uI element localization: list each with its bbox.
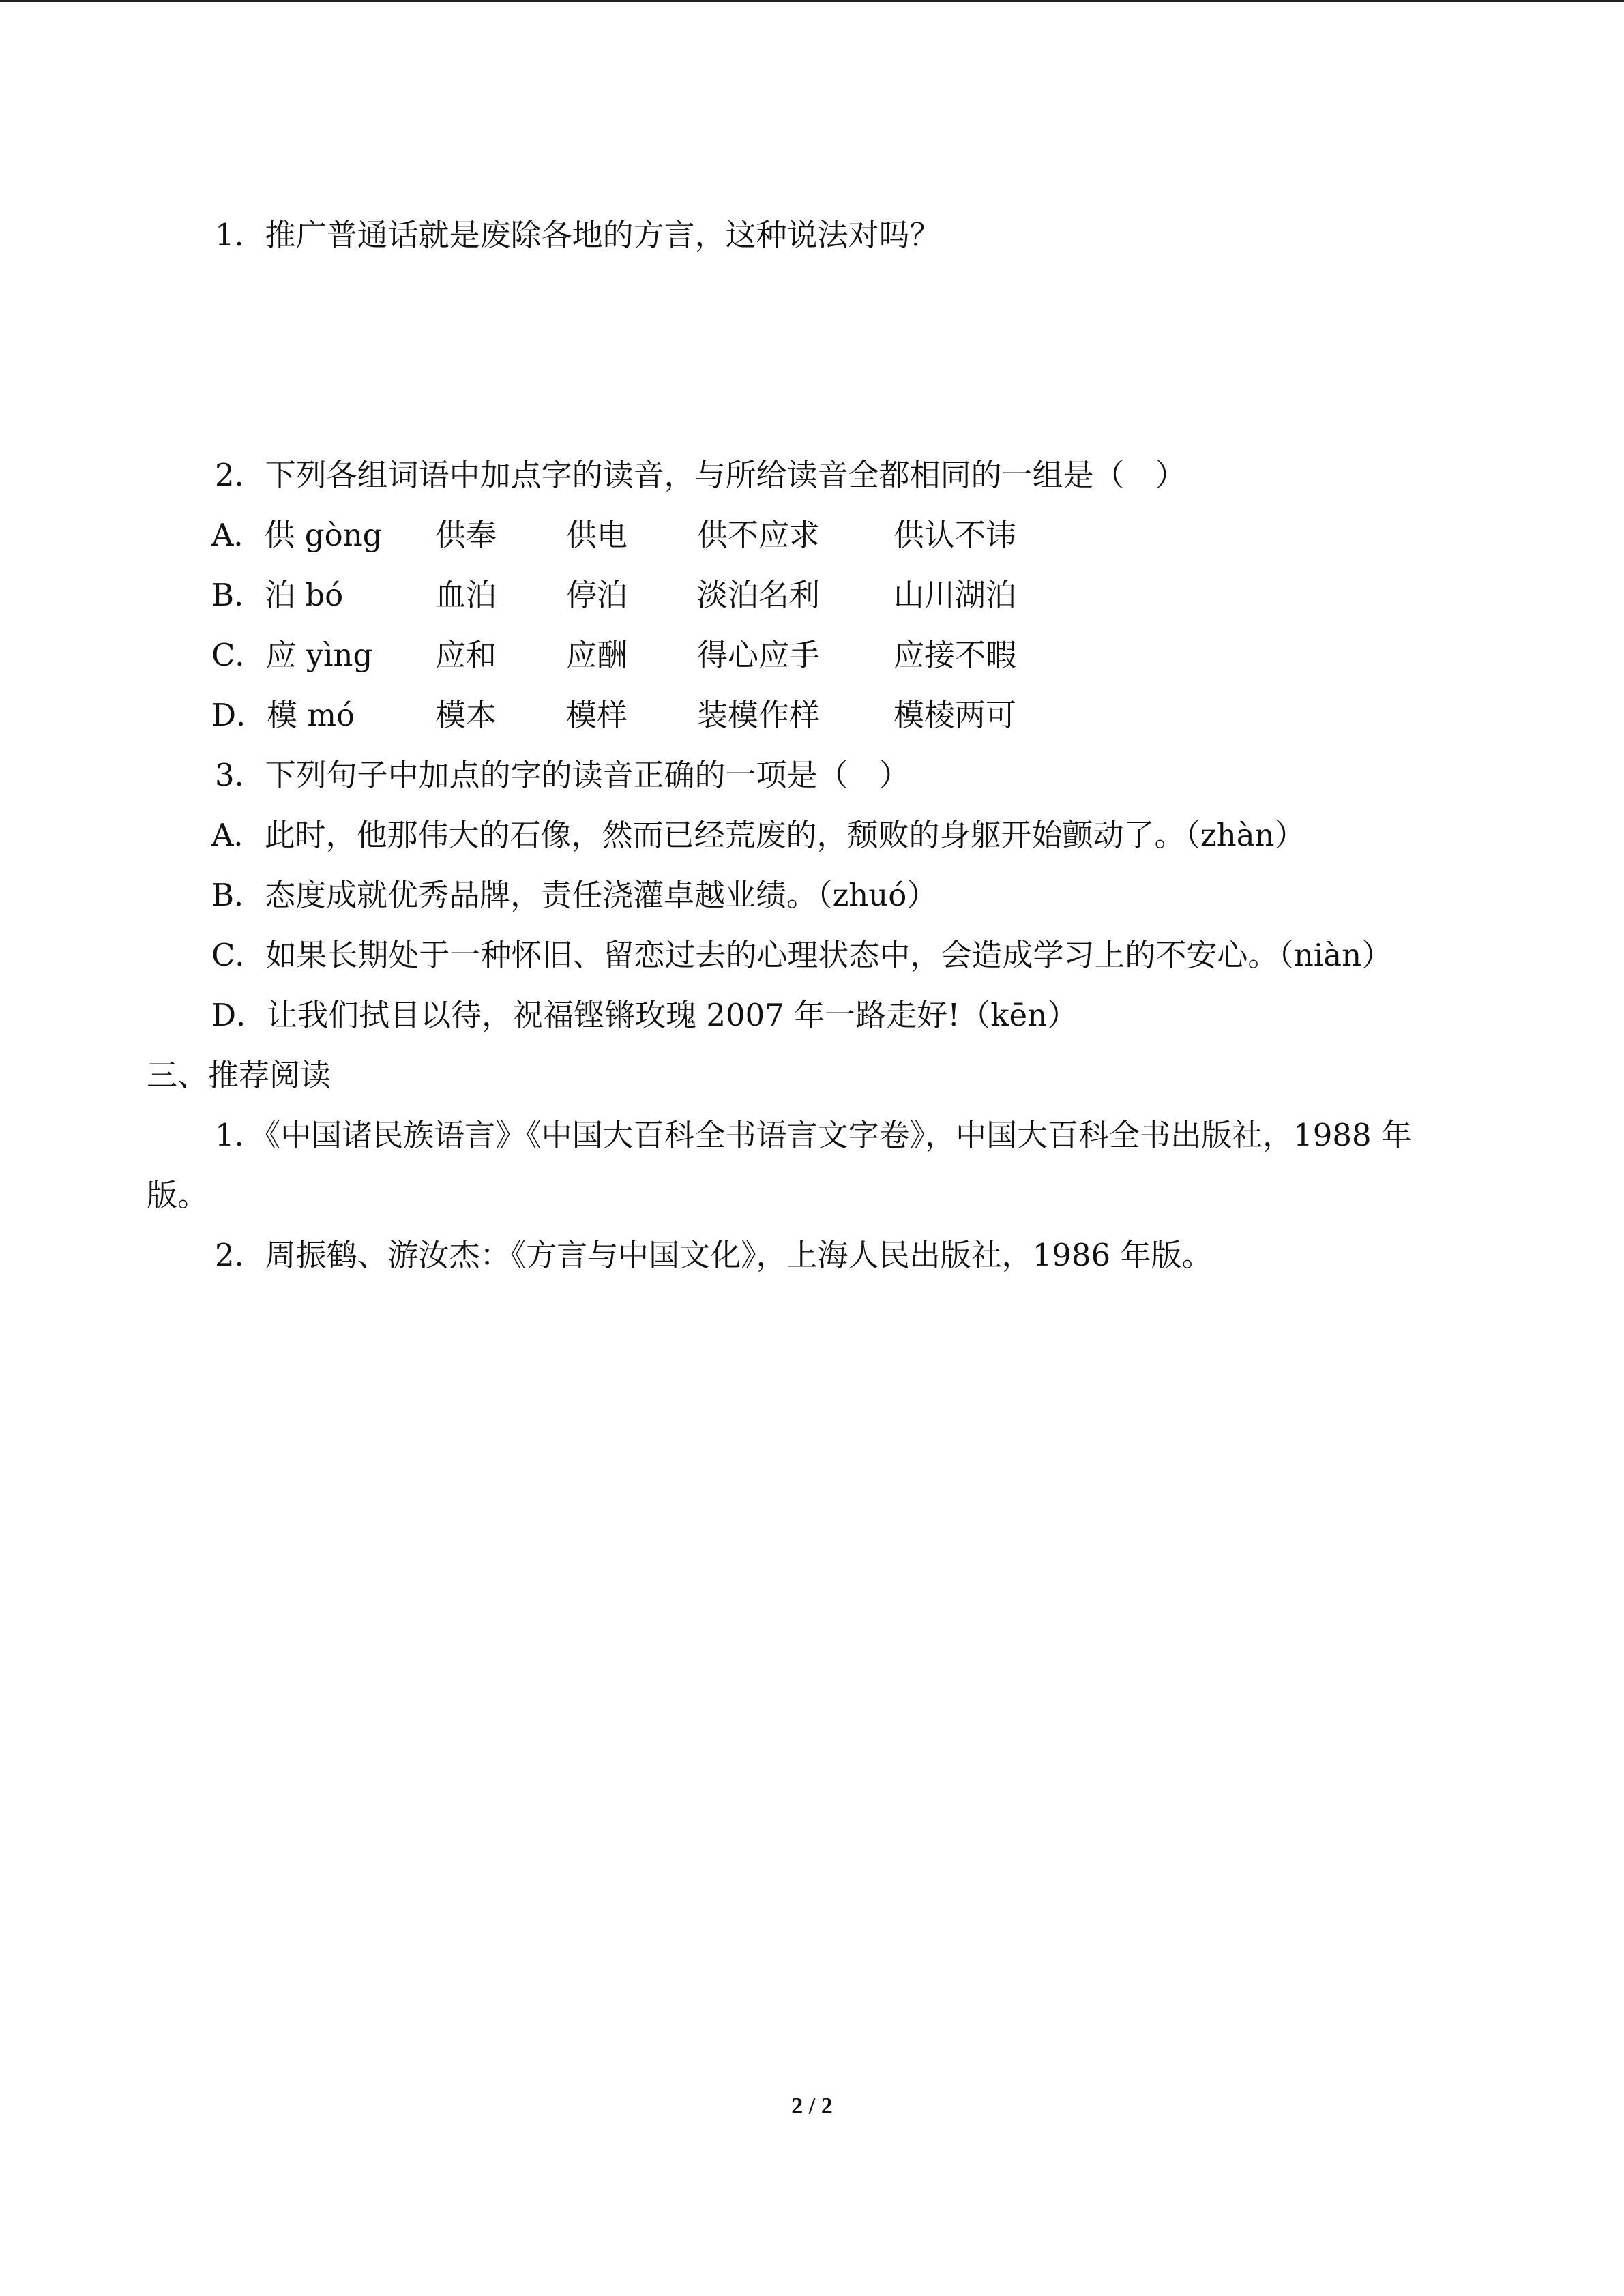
option-word: 供奉 — [435, 517, 497, 553]
option-word: 装模作样 — [697, 697, 821, 733]
question-3-option-a: A．此时，他那伟大的石像，然而已经荒废的，颓败的身躯开始颤动了。（zhàn） — [211, 817, 1305, 853]
option-head: B．泊 bó — [211, 577, 344, 613]
option-word: 应和 — [435, 637, 497, 673]
question-3-option-c: C．如果长期处于一种怀旧、留恋过去的心理状态中，会造成学习上的不安心。（niàn） — [211, 937, 1393, 973]
section-heading: 三、推荐阅读 — [147, 1057, 331, 1093]
option-word: 模棱两可 — [894, 697, 1017, 733]
question-3-option-d: D．让我们拭目以待，祝福铿锵玫瑰 2007 年一路走好!（kēn） — [211, 997, 1078, 1033]
option-word: 模本 — [435, 697, 497, 733]
option-word: 供电 — [566, 517, 628, 553]
question-2-stem: 2．下列各组词语中加点字的读音，与所给读音全都相同的一组是（ ） — [215, 457, 1186, 493]
option-word: 得心应手 — [697, 637, 821, 673]
option-head: A．供 gòng — [211, 517, 383, 553]
option-word: 山川湖泊 — [894, 577, 1017, 613]
page-number: 2 / 2 — [791, 2093, 833, 2119]
option-word: 淡泊名利 — [697, 577, 821, 613]
option-word: 血泊 — [435, 577, 497, 613]
option-word: 停泊 — [566, 577, 628, 613]
question-3-stem: 3．下列句子中加点的字的读音正确的一项是（ ） — [215, 757, 910, 793]
option-word: 应酬 — [566, 637, 628, 673]
reading-item-1: 1．《中国诸民族语言》《中国大百科全书语言文字卷》，中国大百科全书出版社，1988 年 — [215, 1117, 1412, 1153]
option-word: 应接不暇 — [894, 637, 1017, 673]
question-3-option-b: B．态度成就优秀品牌，责任浇灌卓越业绩。（zhuó） — [211, 877, 938, 913]
question-1: 1．推广普通话就是废除各地的方言，这种说法对吗？ — [215, 217, 941, 253]
option-word: 供不应求 — [697, 517, 821, 553]
reading-item-1-continued: 版。 — [147, 1177, 209, 1213]
option-head: D．模 mó — [211, 697, 355, 733]
reading-item-2: 2．周振鹤、游汝杰：《方言与中国文化》，上海人民出版社，1986 年版。 — [215, 1237, 1213, 1273]
option-head: C．应 yìng — [211, 637, 373, 673]
option-word: 供认不讳 — [894, 517, 1017, 553]
option-word: 模样 — [566, 697, 628, 733]
